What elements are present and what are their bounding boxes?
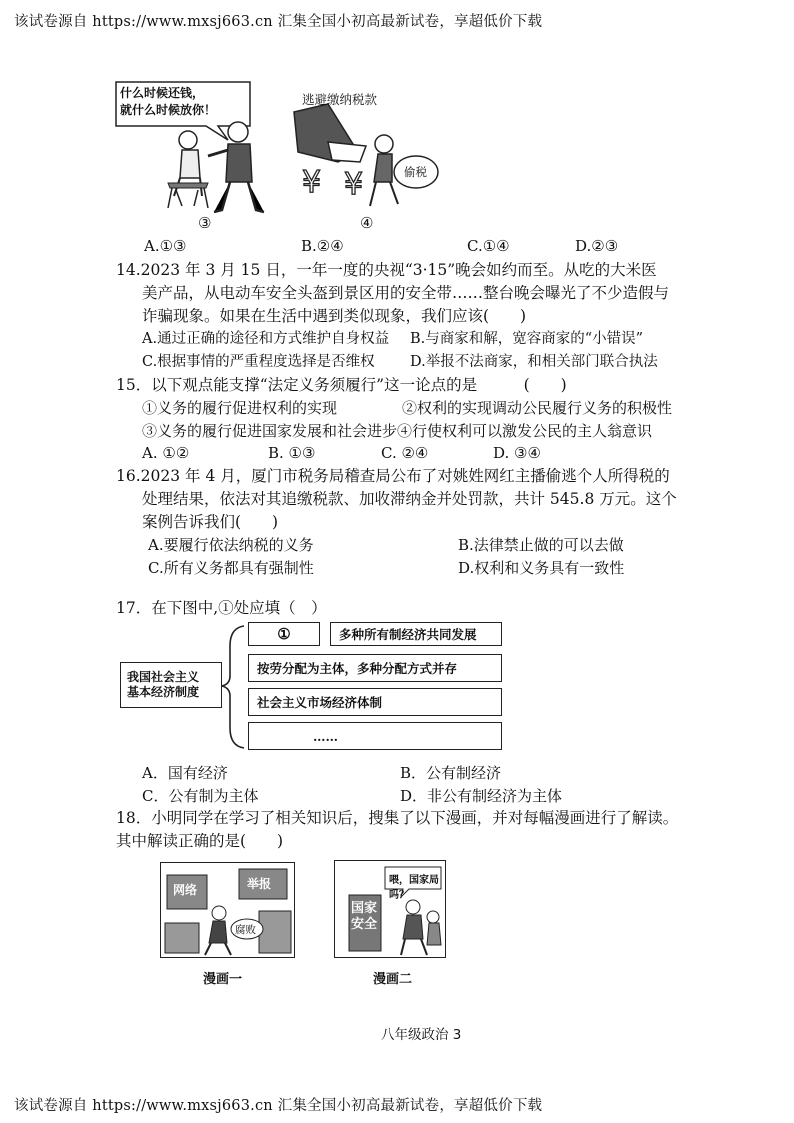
q17-root-box: 我国社会主义 基本经济制度 <box>120 662 222 708</box>
q14-line-1: 14.2023 年 3 月 15 日，一年一度的央视“3·15”晚会如约而至。从吃的大米医 <box>116 261 657 279</box>
cartoon-1-corrupt-label: 腐败 <box>235 924 256 936</box>
q15-option-a: A. ①② <box>142 444 190 462</box>
cartoon-1-net-label: 网络 <box>173 883 198 897</box>
q15-option-d: D. ③④ <box>493 444 541 462</box>
q14-option-c: C.根据事情的严重程度选择是否维权 <box>142 354 375 370</box>
q15-option-b: B. ①③ <box>268 444 316 462</box>
q17-diagram <box>116 620 508 752</box>
q17-blank-box: ① <box>248 622 320 646</box>
q17-option-c: C．公有制为主体 <box>142 787 259 805</box>
q14-line-2: 美产品，从电动车安全头盔到景区用的安全带……整台晚会曝光了不少造假与 <box>142 284 670 302</box>
cartoon-2-security-label: 国家安全 <box>351 901 378 932</box>
q17-option-b: B．公有制经济 <box>400 764 502 782</box>
q18-cartoon-2 <box>334 860 446 958</box>
q14-option-b: B.与商家和解，宽容商家的“小错误” <box>410 331 644 347</box>
page-label: 八年级政治 3 <box>381 1027 462 1043</box>
q15-option-c: C. ②④ <box>381 444 429 462</box>
q17-stem: 17．在下图中,①处应填（ ） <box>116 599 327 617</box>
q15-item-2: ②权利的实现调动公民履行义务的积极性 <box>402 399 673 417</box>
q17-row-3: 社会主义市场经济体制 <box>248 688 502 716</box>
q13-option-a: A.①③ <box>144 237 187 255</box>
cartoon-3-bubble-line1: 什么时候还钱， <box>120 86 205 100</box>
source-header: 该试卷源自 https://www.mxsj663.cn 汇集全国小初高最新试卷，享超低价下载 <box>14 14 543 30</box>
q16-option-a: A.要履行依法纳税的义务 <box>148 536 314 554</box>
q18-line-2: 其中解读正确的是( ) <box>116 832 284 850</box>
q13-option-d: D.②③ <box>575 237 619 255</box>
svg-text:¥: ¥ <box>302 165 322 200</box>
svg-text:¥: ¥ <box>344 167 364 202</box>
q16-line-2: 处理结果，依法对其追缴税款、加收滞纳金并处罚款，共计 545.8 万元。这个 <box>142 490 677 508</box>
q13-option-b: B.②④ <box>301 237 344 255</box>
q16-line-3: 案例告诉我们( ) <box>142 513 279 531</box>
q18-cartoon-1-caption: 漫画一 <box>203 972 243 987</box>
q16-option-b: B.法律禁止做的可以去做 <box>458 536 624 554</box>
q16-option-d: D.权利和义务具有一致性 <box>458 559 625 577</box>
cartoon-4-title: 逃避缴纳税款 <box>302 92 378 107</box>
q17-row-2: 按劳分配为主体，多种分配方式并存 <box>248 654 502 682</box>
q13-option-c: C.①④ <box>467 237 510 255</box>
q18-cartoon-1-drawing <box>161 863 295 958</box>
q14-option-d: D.举报不法商家，和相关部门联合执法 <box>410 354 658 370</box>
q16-line-1: 16.2023 年 4 月，厦门市税务局稽查局公布了对姚姓网红主播偷逃个人所得税的 <box>116 467 670 485</box>
q17-row-4: …… <box>248 722 502 750</box>
q15-item-1: ①义务的履行促进权利的实现 <box>142 399 338 417</box>
cartoon-3-bubble-line2: 就什么时候放你！ <box>120 103 217 117</box>
q17-option-a: A．国有经济 <box>142 764 228 782</box>
cartoon-2-bubble: 喂，国家局吗？ <box>389 875 439 901</box>
cartoon-3 <box>110 78 270 228</box>
cartoon-4 <box>288 82 458 212</box>
q14-line-3: 诈骗现象。如果在生活中遇到类似现象，我们应该( ) <box>142 307 527 325</box>
source-footer: 该试卷源自 https://www.mxsj663.cn 汇集全国小初高最新试卷，享超低价下载 <box>14 1098 543 1114</box>
q17-option-d: D．非公有制经济为主体 <box>400 787 563 805</box>
q18-line-1: 18．小明同学在学习了相关知识后，搜集了以下漫画，并对每幅漫画进行了解读。 <box>116 809 679 827</box>
cartoon-3-number: ③ <box>198 214 212 232</box>
q14-option-a: A.通过正确的途径和方式维护自身权益 <box>142 331 390 347</box>
q16-option-c: C.所有义务都具有强制性 <box>148 559 314 577</box>
q18-cartoon-2-caption: 漫画二 <box>373 972 413 987</box>
q15-item-3-4: ③义务的履行促进国家发展和社会进步④行使权利可以激发公民的主人翁意识 <box>142 422 653 440</box>
cartoon-4-bag-label: 偷税 <box>404 165 427 179</box>
cartoon-4-number: ④ <box>360 214 374 232</box>
q17-row-1: 多种所有制经济共同发展 <box>330 622 502 646</box>
q15-stem: 15．以下观点能支撑“法定义务须履行”这一论点的是 ( ) <box>116 376 567 394</box>
q18-cartoon-1 <box>160 862 295 958</box>
cartoon-1-report-label: 举报 <box>247 877 272 891</box>
